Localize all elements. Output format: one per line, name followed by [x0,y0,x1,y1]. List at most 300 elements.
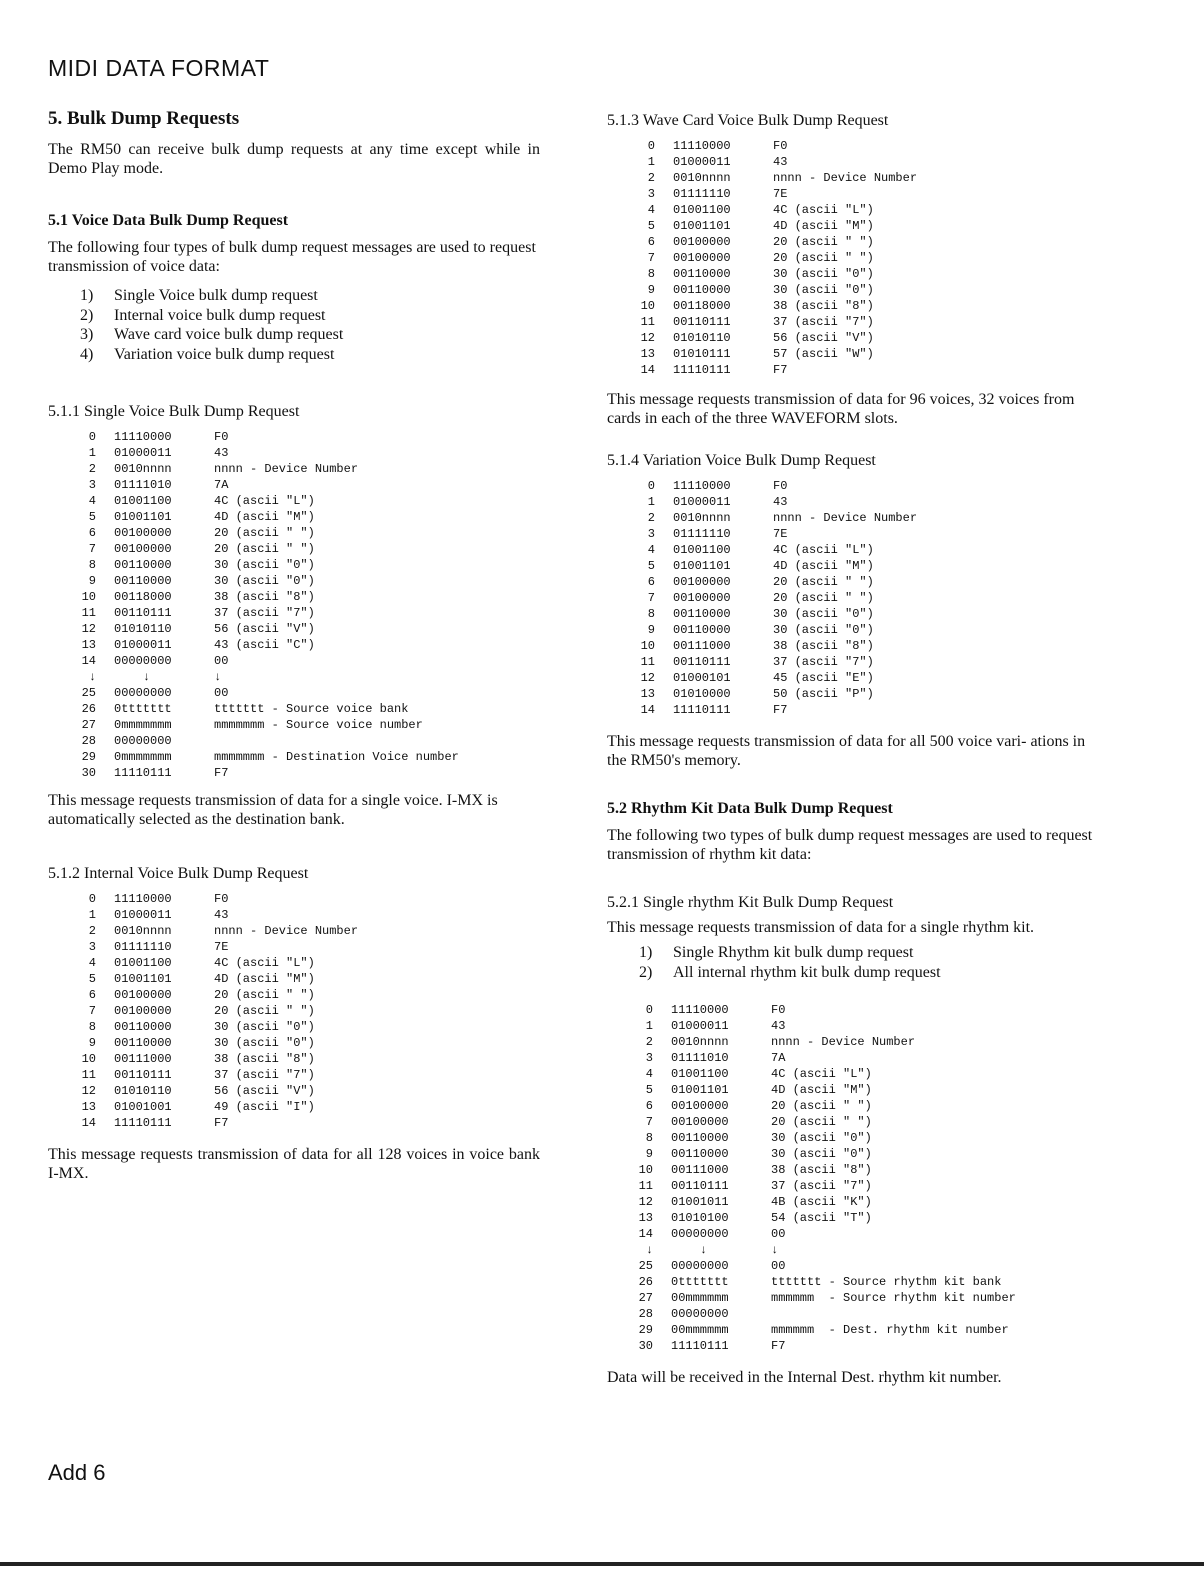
byte-binary: 01000011 [673,495,731,509]
table-row [629,298,1095,314]
byte-description: F0 [773,479,788,493]
byte-index: 0 [647,139,655,153]
table-row [629,282,1095,298]
byte-binary: 01001100 [673,203,731,217]
byte-binary: 01111110 [673,187,731,201]
section-5-1-2-title: 5.1.2 Internal Voice Bulk Dump Request [48,865,309,882]
table-row [70,733,540,749]
byte-binary: 01001101 [673,219,731,233]
byte-index: 12 [81,1084,96,1098]
byte-index: 9 [88,574,96,588]
byte-binary: 11110111 [671,1339,729,1353]
byte-description: 7E [773,527,788,541]
table-row [627,1066,1095,1082]
table-row [629,170,1095,186]
byte-binary: 00110000 [114,574,172,588]
byte-binary: 0mmmmmmm [114,750,172,764]
byte-description: 20 (ascii " ") [214,526,315,540]
table-row [627,1002,1095,1018]
table-row [70,701,540,717]
table-row [629,558,1095,574]
table-row [70,637,540,653]
byte-description: F7 [773,363,788,377]
table-row [627,1146,1095,1162]
byte-index: 11 [81,1068,96,1082]
section-5-1-3-title: 5.1.3 Wave Card Voice Bulk Dump Request [607,112,889,129]
table-row [629,138,1095,154]
byte-description: 38 (ascii "8") [773,299,874,313]
byte-description: 20 (ascii " ") [773,575,874,589]
table-row [70,1115,540,1131]
byte-binary: 01111010 [671,1051,729,1065]
table-row [627,1050,1095,1066]
byte-index: 3 [645,1051,653,1065]
section-5-1-3-text: This message requests transmission of data for 96 voices, 32 voices from cards in each of the three WAVEFORM slots. [607,391,1075,427]
byte-index: 1 [88,446,96,460]
byte-binary: 0010nnnn [671,1035,729,1049]
byte-description: 56 (ascii "V") [214,1084,315,1098]
byte-index: 10 [638,1163,653,1177]
byte-binary: 11110111 [673,363,731,377]
byte-index: 5 [647,559,655,573]
byte-index: 28 [81,734,96,748]
byte-description: 4C (ascii "L") [773,543,874,557]
table-row [629,186,1095,202]
byte-binary: 01001100 [114,956,172,970]
byte-index: 8 [88,558,96,572]
byte-description: ↓ [771,1243,779,1257]
table-row [629,670,1095,686]
byte-binary: 00110111 [671,1179,729,1193]
byte-index: ↓ [645,1243,653,1257]
byte-description: 20 (ascii " ") [214,542,315,556]
byte-binary: 00110111 [673,315,731,329]
section-5-2-title: 5.2 Rhythm Kit Data Bulk Dump Request [607,800,893,817]
table-row [627,1162,1095,1178]
byte-binary: 00100000 [114,1004,172,1018]
byte-description: 7A [771,1051,786,1065]
section-5-2-1-intro: This message requests transmission of data for a single rhythm kit. [607,919,1035,936]
byte-description: nnnn - Device Number [773,171,918,185]
byte-index: 7 [647,591,655,605]
table-row [70,653,540,669]
table-row [70,907,540,923]
byte-index: 14 [638,1227,653,1241]
byte-binary: 00110000 [671,1131,729,1145]
byte-index: 9 [647,623,655,637]
byte-index: 10 [640,639,655,653]
byte-description: 4D (ascii "M") [773,219,874,233]
table-row [629,154,1095,170]
table-row [629,654,1095,670]
table-row [627,1082,1095,1098]
section-5-2-1-title: 5.2.1 Single rhythm Kit Bulk Dump Request [607,894,894,911]
byte-description: 37 (ascii "7") [214,606,315,620]
table-row [70,987,540,1003]
byte-index: 5 [645,1083,653,1097]
table-row [627,1194,1095,1210]
byte-binary: 00110000 [114,1020,172,1034]
byte-index: 27 [638,1291,653,1305]
byte-description: F7 [214,766,229,780]
table-row [70,525,540,541]
byte-description: ↓ [214,670,222,684]
table-row [627,1258,1095,1274]
table-row [627,1338,1095,1354]
table-row [70,749,540,765]
byte-index: 12 [81,622,96,636]
table-row [629,574,1095,590]
byte-binary: 00000000 [671,1259,729,1273]
byte-binary: 01001001 [114,1100,172,1114]
table-row [70,955,540,971]
byte-description: nnnn - Device Number [214,924,359,938]
byte-index: 11 [640,655,655,669]
section-5-1-4-title: 5.1.4 Variation Voice Bulk Dump Request [607,452,876,469]
byte-index: 2 [88,924,96,938]
byte-description: ttttttt - Source rhythm kit bank [771,1275,1002,1289]
table-row [70,1099,540,1115]
byte-description: 4C (ascii "L") [214,494,315,508]
byte-description: 45 (ascii "E") [773,671,874,685]
byte-index: 9 [645,1147,653,1161]
byte-binary: 11110111 [673,703,731,717]
byte-description: 56 (ascii "V") [214,622,315,636]
table-row [627,1226,1095,1242]
table-row [627,1018,1095,1034]
byte-index: 13 [81,638,96,652]
right-column [607,112,1095,1387]
byte-index: 26 [81,702,96,716]
table-row [70,923,540,939]
list-item: 1) Single Rhythm kit bulk dump request [639,944,914,961]
byte-index: 14 [81,654,96,668]
byte-index: 13 [81,1100,96,1114]
byte-description: F7 [771,1339,786,1353]
byte-index: 14 [81,1116,96,1130]
internal-voice-dump-table [70,891,540,1131]
byte-binary: 01010110 [114,1084,172,1098]
byte-binary: 01111110 [114,940,172,954]
byte-binary: 00110000 [114,558,172,572]
byte-description: 43 [771,1019,786,1033]
byte-index: 9 [88,1036,96,1050]
table-row [629,314,1095,330]
byte-binary: 11110000 [114,892,172,906]
table-row [70,621,540,637]
table-row [629,478,1095,494]
byte-binary: 01010110 [673,331,731,345]
byte-index: 9 [647,283,655,297]
byte-description: 38 (ascii "8") [214,590,315,604]
byte-index: 4 [88,956,96,970]
byte-index: 7 [647,251,655,265]
left-column [48,108,540,1183]
table-row [70,1051,540,1067]
byte-description: 00 [214,686,229,700]
byte-description: 4D (ascii "M") [214,972,315,986]
byte-binary: 00110000 [673,267,731,281]
byte-description: 7E [773,187,788,201]
table-row [70,1067,540,1083]
byte-index: 1 [647,495,655,509]
wave-card-dump-table [629,138,1095,378]
byte-description: 7E [214,940,229,954]
byte-binary: 00000000 [114,654,172,668]
byte-description: F0 [773,139,788,153]
byte-index: 0 [88,430,96,444]
byte-binary: 00000000 [671,1227,729,1241]
table-row [629,606,1095,622]
byte-description: 4C (ascii "L") [214,956,315,970]
byte-index: 7 [88,1004,96,1018]
byte-binary: 11110000 [114,430,172,444]
byte-binary: 00111000 [114,1052,172,1066]
section-5-1-title: 5.1 Voice Data Bulk Dump Request [48,212,289,229]
table-row [629,526,1095,542]
byte-binary: 00100000 [673,235,731,249]
byte-index: 6 [645,1099,653,1113]
table-row [629,638,1095,654]
byte-binary: 01111110 [673,527,731,541]
byte-index: 30 [638,1339,653,1353]
table-row [70,429,540,445]
byte-description: mmmmmmm - Destination Voice number [214,750,459,764]
section-5-1-text: The following four types of bulk dump request messages are used to request transmission of voice data: [48,239,536,275]
byte-description: 56 (ascii "V") [773,331,874,345]
single-voice-dump-table [70,429,540,781]
byte-index: 1 [647,155,655,169]
byte-binary: 0010nnnn [114,462,172,476]
table-row [629,250,1095,266]
byte-index: 3 [88,940,96,954]
byte-description: 37 (ascii "7") [214,1068,315,1082]
table-row [629,202,1095,218]
byte-binary: 00100000 [673,251,731,265]
byte-description: 20 (ascii " ") [771,1115,872,1129]
rhythm-request-list [607,943,1095,982]
byte-index: 6 [647,235,655,249]
byte-binary: 0010nnnn [673,171,731,185]
byte-binary: 11110111 [114,766,172,780]
byte-binary: 00110000 [671,1147,729,1161]
byte-index: 26 [638,1275,653,1289]
section-5-1-4-text: This message requests transmission of data for all 500 voice vari- ations in the RM50's memory. [607,733,1086,769]
byte-description: 20 (ascii " ") [773,591,874,605]
byte-description: 43 [214,908,229,922]
byte-description: 30 (ascii "0") [214,558,315,572]
byte-description: 30 (ascii "0") [771,1131,872,1145]
byte-binary: 01001101 [673,559,731,573]
table-row [70,685,540,701]
byte-binary: 00100000 [114,988,172,1002]
byte-description: 00 [214,654,229,668]
byte-description: 4D (ascii "M") [773,559,874,573]
table-row [629,510,1095,526]
byte-description: F0 [771,1003,786,1017]
byte-description: 38 (ascii "8") [214,1052,315,1066]
byte-index: 11 [81,606,96,620]
byte-binary: 01000011 [114,908,172,922]
byte-binary: 11110111 [114,1116,172,1130]
table-row [70,1083,540,1099]
byte-index: 14 [640,363,655,377]
byte-binary: 01000011 [673,155,731,169]
byte-binary: 00118000 [114,590,172,604]
byte-index: 10 [81,1052,96,1066]
table-row [629,346,1095,362]
byte-binary: 0010nnnn [114,924,172,938]
byte-index: 7 [88,542,96,556]
byte-index: 5 [88,972,96,986]
byte-binary: 00100000 [671,1099,729,1113]
table-row [70,461,540,477]
section-5-2-1-text: Data will be received in the Internal Dest. rhythm kit number. [607,1369,1002,1386]
byte-binary: 00mmmmmm [671,1323,729,1337]
byte-binary: 01010000 [673,687,731,701]
byte-index: 13 [640,347,655,361]
byte-index: 14 [640,703,655,717]
byte-binary: 00111000 [671,1163,729,1177]
list-item: 1) Single Voice bulk dump request [80,287,318,304]
byte-description: 43 (ascii "C") [214,638,315,652]
byte-binary: 00110000 [673,283,731,297]
byte-binary: 00mmmmmm [671,1291,729,1305]
byte-description: 43 [773,155,788,169]
byte-description: 30 (ascii "0") [214,574,315,588]
rhythm-kit-dump-table [627,1002,1095,1354]
table-row [70,445,540,461]
byte-index: 2 [645,1035,653,1049]
byte-binary: 01000011 [671,1019,729,1033]
byte-binary: 01001100 [671,1067,729,1081]
byte-binary: 00100000 [114,542,172,556]
byte-binary: 00100000 [673,575,731,589]
byte-binary: 0mmmmmmm [114,718,172,732]
byte-binary: 01001101 [114,972,172,986]
byte-binary: ↓ [671,1243,708,1257]
page-number: Add 6 [48,1460,106,1485]
byte-index: ↓ [88,670,96,684]
table-row [629,266,1095,282]
byte-binary: 00118000 [673,299,731,313]
byte-description: 4D (ascii "M") [771,1083,872,1097]
byte-binary: 00110000 [673,607,731,621]
byte-description: 37 (ascii "7") [771,1179,872,1193]
byte-description: mmmmmmm - Source voice number [214,718,423,732]
byte-binary: 01000011 [114,638,172,652]
byte-description: F0 [214,430,229,444]
byte-description: 00 [771,1227,786,1241]
byte-index: 13 [640,687,655,701]
byte-binary: 0ttttttt [114,702,172,716]
byte-index: 3 [88,478,96,492]
byte-binary: ↓ [114,670,151,684]
byte-index: 6 [88,526,96,540]
byte-description: 4C (ascii "L") [773,203,874,217]
list-item: 3) Wave card voice bulk dump request [80,326,344,343]
byte-description: 20 (ascii " ") [773,251,874,265]
byte-index: 6 [88,988,96,1002]
byte-description: 30 (ascii "0") [214,1036,315,1050]
byte-binary: 00111000 [673,639,731,653]
byte-description: 7A [214,478,229,492]
byte-description: 30 (ascii "0") [771,1147,872,1161]
byte-description: F7 [773,703,788,717]
table-row [70,1003,540,1019]
byte-index: 10 [81,590,96,604]
bottom-rule [0,1562,1204,1566]
byte-binary: 00100000 [671,1115,729,1129]
byte-description: 20 (ascii " ") [214,1004,315,1018]
table-row [629,330,1095,346]
byte-index: 12 [640,671,655,685]
table-row [627,1306,1095,1322]
byte-description: ttttttt - Source voice bank [214,702,409,716]
table-row [629,234,1095,250]
table-row [629,702,1095,718]
byte-binary: 00100000 [673,591,731,605]
byte-index: 8 [647,607,655,621]
section-5-title: 5. Bulk Dump Requests [48,108,240,129]
byte-index: 8 [645,1131,653,1145]
byte-index: 0 [647,479,655,493]
table-row [627,1034,1095,1050]
byte-binary: 00000000 [114,734,172,748]
byte-index: 11 [638,1179,653,1193]
byte-index: 5 [88,510,96,524]
byte-index: 29 [638,1323,653,1337]
section-5-1-1-title: 5.1.1 Single Voice Bulk Dump Request [48,403,300,420]
byte-description: F0 [214,892,229,906]
byte-description: 4D (ascii "M") [214,510,315,524]
byte-index: 3 [647,187,655,201]
table-row [629,362,1095,378]
byte-description: 30 (ascii "0") [214,1020,315,1034]
byte-binary: 01000101 [673,671,731,685]
byte-binary: 00110000 [673,623,731,637]
byte-description: nnnn - Device Number [773,511,918,525]
table-row [627,1274,1095,1290]
table-row [70,605,540,621]
byte-index: 11 [640,315,655,329]
byte-description: 30 (ascii "0") [773,607,874,621]
byte-index: 10 [640,299,655,313]
byte-description: 50 (ascii "P") [773,687,874,701]
byte-binary: 01010100 [671,1211,729,1225]
table-row [70,1035,540,1051]
table-row [627,1098,1095,1114]
table-row [70,477,540,493]
byte-binary: 01001100 [673,543,731,557]
table-row [629,218,1095,234]
byte-index: 4 [645,1067,653,1081]
byte-index: 0 [645,1003,653,1017]
table-row [70,589,540,605]
byte-index: 2 [647,511,655,525]
byte-binary: 00110000 [114,1036,172,1050]
byte-index: 25 [638,1259,653,1273]
byte-index: 30 [81,766,96,780]
byte-index: 28 [638,1307,653,1321]
table-row [70,765,540,781]
byte-binary: 00100000 [114,526,172,540]
byte-binary: 01001100 [114,494,172,508]
byte-description: 43 [214,446,229,460]
byte-binary: 0010nnnn [673,511,731,525]
table-row [70,971,540,987]
table-row [70,509,540,525]
